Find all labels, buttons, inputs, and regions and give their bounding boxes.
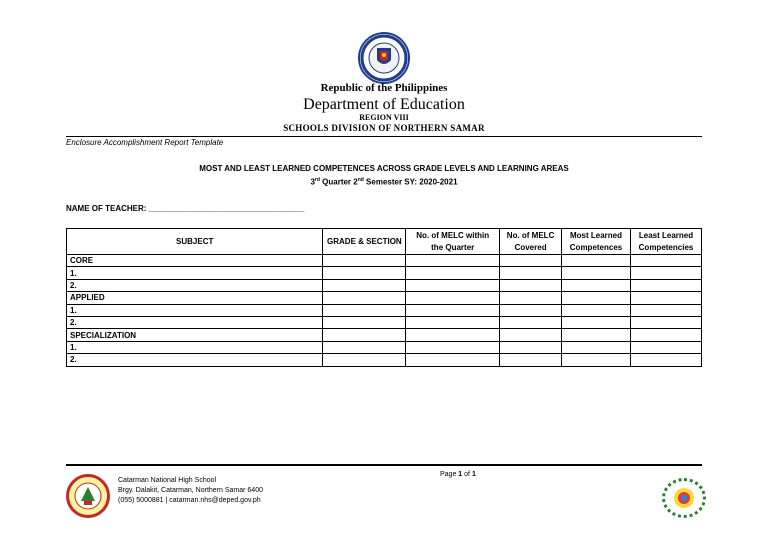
- cell[interactable]: [323, 292, 406, 304]
- table-row: [67, 329, 702, 341]
- school-seal-logo: [66, 474, 110, 518]
- header-least-learned: Least Learned Competencies: [631, 229, 702, 255]
- cell[interactable]: [406, 255, 500, 267]
- cell[interactable]: [562, 255, 631, 267]
- cell[interactable]: [631, 341, 702, 353]
- school-address: Brgy. Dalakit, Catarman, Northern Samar 6400: [118, 487, 263, 494]
- cell[interactable]: [406, 279, 500, 291]
- quarter-word: Quarter: [319, 177, 354, 187]
- cell[interactable]: [500, 292, 562, 304]
- table-row: [67, 255, 702, 267]
- cell[interactable]: [500, 267, 562, 279]
- cell[interactable]: [631, 292, 702, 304]
- semester-rest: Semester SY: 2020-2021: [363, 177, 458, 187]
- cell[interactable]: [631, 267, 702, 279]
- cell[interactable]: [406, 292, 500, 304]
- school-info: [118, 476, 263, 506]
- page-current: 1: [458, 471, 463, 478]
- cell[interactable]: [406, 304, 500, 316]
- school-name: Catarman National High School: [118, 477, 217, 484]
- table-row: [67, 279, 702, 291]
- cell[interactable]: [562, 267, 631, 279]
- cell[interactable]: [323, 304, 406, 316]
- cell[interactable]: [323, 341, 406, 353]
- cell[interactable]: [631, 304, 702, 316]
- header-region: REGION VIII: [359, 113, 409, 122]
- report-title: MOST AND LEAST LEARNED COMPETENCES ACROSS GRADE LEVELS AND LEARNING AREAS: [199, 164, 569, 173]
- row-label: 2.: [67, 279, 323, 291]
- cell[interactable]: [500, 354, 562, 366]
- table-header-row: [67, 229, 702, 255]
- cell[interactable]: [562, 292, 631, 304]
- quarter-number: 3: [310, 177, 315, 187]
- footer-divider: [66, 464, 702, 466]
- cell[interactable]: [562, 329, 631, 341]
- table-row: [67, 316, 702, 328]
- header-melc-covered: No. of MELC Covered: [500, 229, 562, 255]
- table-row: [67, 292, 702, 304]
- semester-suffix: nd: [357, 177, 364, 183]
- cell[interactable]: [406, 341, 500, 353]
- teacher-name-line: NAME OF TEACHER: ___________________________________: [66, 204, 305, 213]
- header-division: SCHOOLS DIVISION OF NORTHERN SAMAR: [283, 123, 485, 133]
- header-most-learned: Most Learned Competences: [562, 229, 631, 255]
- header-divider: [66, 136, 702, 137]
- page-label: Page: [440, 471, 459, 478]
- cell[interactable]: [562, 304, 631, 316]
- cell[interactable]: [406, 316, 500, 328]
- header-melc-within-quarter: No. of MELC within the Quarter: [406, 229, 500, 255]
- matatag-logo: [662, 478, 706, 518]
- cell[interactable]: [631, 255, 702, 267]
- row-label: CORE: [67, 255, 323, 267]
- table-row: [67, 341, 702, 353]
- cell[interactable]: [500, 279, 562, 291]
- school-contact: (055) 5000881 | catarman.nhs@deped.gov.ph: [118, 497, 261, 504]
- header-grade-section: GRADE & SECTION: [323, 229, 406, 255]
- table-row: [67, 267, 702, 279]
- semester-number: 2: [353, 177, 358, 187]
- row-label: 2.: [67, 316, 323, 328]
- header-republic: Republic of the Philippines: [320, 82, 448, 94]
- header-department: Department of Education: [303, 96, 465, 113]
- cell[interactable]: [562, 354, 631, 366]
- cell[interactable]: [406, 354, 500, 366]
- row-label: 1.: [67, 304, 323, 316]
- quarter-suffix: rd: [314, 177, 320, 183]
- cell[interactable]: [631, 329, 702, 341]
- page-total: 1: [471, 471, 476, 478]
- row-label: 1.: [67, 341, 323, 353]
- header-subject: SUBJECT: [67, 229, 323, 255]
- cell[interactable]: [406, 267, 500, 279]
- cell[interactable]: [406, 329, 500, 341]
- cell[interactable]: [562, 279, 631, 291]
- cell[interactable]: [562, 341, 631, 353]
- deped-seal-logo: [358, 32, 410, 84]
- table-row: [67, 354, 702, 366]
- row-label: APPLIED: [67, 292, 323, 304]
- row-label: SPECIALIZATION: [67, 329, 323, 341]
- cell[interactable]: [323, 329, 406, 341]
- competences-table: [66, 228, 702, 367]
- cell[interactable]: [323, 279, 406, 291]
- cell[interactable]: [500, 329, 562, 341]
- row-label: 2.: [67, 354, 323, 366]
- cell[interactable]: [500, 341, 562, 353]
- row-label: 1.: [67, 267, 323, 279]
- cell[interactable]: [323, 267, 406, 279]
- cell[interactable]: [323, 255, 406, 267]
- cell[interactable]: [500, 304, 562, 316]
- table-row: [67, 304, 702, 316]
- cell[interactable]: [631, 354, 702, 366]
- page-of: of: [462, 471, 472, 478]
- report-subtitle: [0, 177, 768, 187]
- page-number: [440, 471, 476, 478]
- cell[interactable]: [500, 316, 562, 328]
- cell[interactable]: [631, 279, 702, 291]
- cell[interactable]: [562, 316, 631, 328]
- cell[interactable]: [323, 316, 406, 328]
- cell[interactable]: [323, 354, 406, 366]
- cell[interactable]: [631, 316, 702, 328]
- cell[interactable]: [500, 255, 562, 267]
- enclosure-label: Enclosure Accomplishment Report Template: [66, 138, 224, 147]
